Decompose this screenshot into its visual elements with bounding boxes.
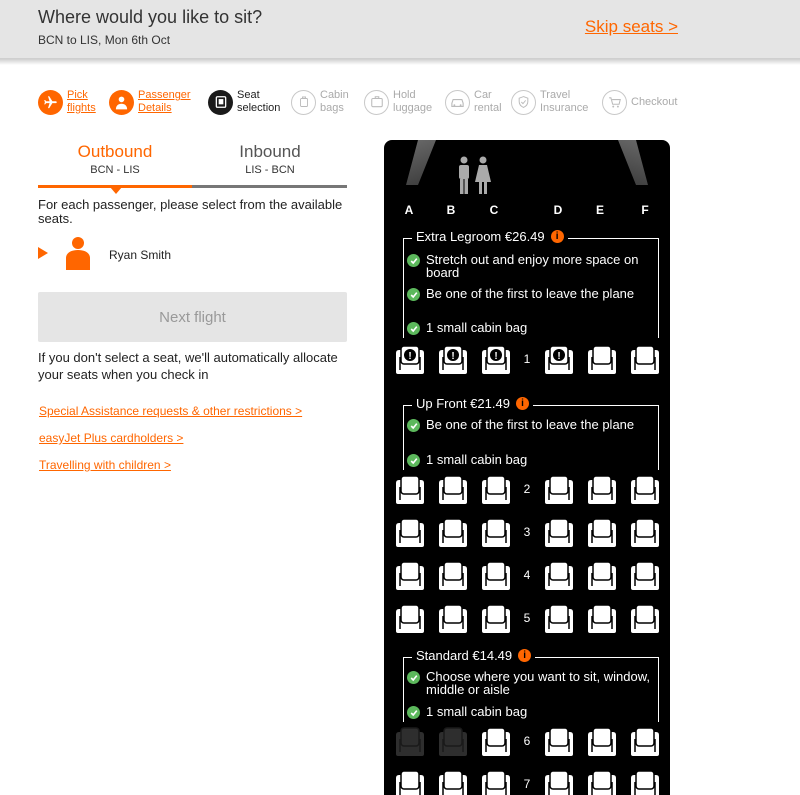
seat-icon xyxy=(480,770,512,795)
check-icon xyxy=(407,288,420,301)
row-number: 3 xyxy=(523,525,531,539)
zone-feature xyxy=(407,453,651,467)
seat-7B[interactable] xyxy=(437,770,469,795)
seat-icon xyxy=(629,604,661,634)
seat-icon xyxy=(480,475,512,505)
seat-1B[interactable] xyxy=(437,345,469,375)
seat-4F[interactable] xyxy=(629,561,661,591)
row-number: 4 xyxy=(523,568,531,582)
flight-route-date: BCN to LIS, Mon 6th Oct xyxy=(38,33,171,47)
seat-6E[interactable] xyxy=(586,727,618,757)
step-passenger-details[interactable] xyxy=(109,86,191,118)
zone-title xyxy=(412,229,568,244)
step-pick-flights[interactable] xyxy=(38,86,96,118)
seat-icon xyxy=(629,475,661,505)
seat-icon xyxy=(543,604,575,634)
zone-feature-text: 1 small cabin bag xyxy=(426,452,528,467)
seat-1F[interactable] xyxy=(629,345,661,375)
zone-feature-text: Choose where you want to sit, window, middle or aisle xyxy=(426,669,651,697)
seat-map xyxy=(384,140,670,795)
seat-2B[interactable] xyxy=(437,475,469,505)
plane-icon xyxy=(38,90,63,115)
seat-icon xyxy=(437,561,469,591)
seat-icon xyxy=(394,770,426,795)
seat-icon xyxy=(208,90,233,115)
seat-icon xyxy=(586,475,618,505)
seat-3A[interactable] xyxy=(394,518,426,548)
seat-icon xyxy=(543,475,575,505)
seat-1D[interactable] xyxy=(543,345,575,375)
shield-icon xyxy=(511,90,536,115)
row-number: 6 xyxy=(523,734,531,748)
column-letter: A xyxy=(404,203,414,217)
seat-icon xyxy=(543,727,575,757)
seat-icon xyxy=(629,561,661,591)
seat-5A[interactable] xyxy=(394,604,426,634)
skip-seats-link[interactable]: Skip seats > xyxy=(584,17,678,36)
info-icon[interactable]: i xyxy=(551,230,564,243)
check-icon xyxy=(407,706,420,719)
seat-icon xyxy=(394,561,426,591)
tab-route: BCN - LIS xyxy=(90,164,140,176)
zone-name: Up Front €21.49 xyxy=(416,396,510,411)
passenger-row[interactable] xyxy=(38,236,343,270)
seat-icon xyxy=(629,770,661,795)
seat-2A[interactable] xyxy=(394,475,426,505)
zone-name: Extra Legroom €26.49 xyxy=(416,229,545,244)
cockpit-window-left xyxy=(406,140,436,185)
tab-inactive-indicator xyxy=(192,185,347,188)
page-header xyxy=(0,0,800,59)
tab-inbound[interactable] xyxy=(193,140,347,190)
zone-feature xyxy=(407,418,651,432)
current-passenger-arrow xyxy=(38,247,48,259)
person-icon xyxy=(109,90,134,115)
zone-feature xyxy=(407,705,651,719)
auto-allocate-note: If you don't select a seat, we'll automatically allocate your seats when you check in xyxy=(38,350,338,382)
step-label: Checkout xyxy=(631,95,678,108)
seat-icon xyxy=(394,727,426,757)
row-number: 1 xyxy=(523,352,531,366)
zone-feature-text: Stretch out and enjoy more space on board xyxy=(426,252,639,280)
zone-standard xyxy=(403,648,659,722)
step-checkout xyxy=(602,86,677,118)
seat-icon xyxy=(586,345,618,375)
step-label: Cabin bags xyxy=(320,89,349,114)
seat-3F[interactable] xyxy=(629,518,661,548)
easyjet-plus-link[interactable]: easyJet Plus cardholders > xyxy=(39,431,184,445)
column-letter: F xyxy=(641,203,649,217)
seat-icon xyxy=(586,727,618,757)
seat-icon xyxy=(437,604,469,634)
tab-active-arrow xyxy=(110,187,122,194)
step-cabin-bags xyxy=(291,86,349,118)
seat-warning-icon xyxy=(394,345,426,375)
zone-feature xyxy=(407,253,651,279)
seat-2E[interactable] xyxy=(586,475,618,505)
flight-tabs xyxy=(38,140,347,190)
step-travel-insurance xyxy=(511,86,588,118)
seat-2D[interactable] xyxy=(543,475,575,505)
seat-instructions: For each passenger, please select from the available seats. xyxy=(38,197,343,226)
seat-icon xyxy=(480,561,512,591)
seat-icon xyxy=(437,770,469,795)
seat-icon xyxy=(437,518,469,548)
seat-icon xyxy=(586,770,618,795)
seat-icon xyxy=(543,770,575,795)
step-label: Pick flights xyxy=(67,89,96,114)
seat-icon xyxy=(543,518,575,548)
column-letter: E xyxy=(595,203,604,217)
svg-text:!: ! xyxy=(557,351,561,362)
row-number: 2 xyxy=(523,482,531,496)
seat-3D[interactable] xyxy=(543,518,575,548)
svg-text:!: ! xyxy=(451,351,455,362)
seat-icon xyxy=(437,727,469,757)
tab-route: LIS - BCN xyxy=(245,164,295,176)
svg-text:!: ! xyxy=(494,351,498,362)
seat-6A xyxy=(394,727,426,757)
check-icon xyxy=(407,254,420,267)
seat-icon xyxy=(480,604,512,634)
seat-5C[interactable] xyxy=(480,604,512,634)
seat-7E[interactable] xyxy=(586,770,618,795)
zone-feature xyxy=(407,321,651,335)
step-label: Hold luggage xyxy=(393,89,433,114)
zone-feature xyxy=(407,670,651,696)
info-icon[interactable]: i xyxy=(516,397,529,410)
seat-6C[interactable] xyxy=(480,727,512,757)
svg-text:!: ! xyxy=(408,351,412,362)
seat-icon xyxy=(394,475,426,505)
next-flight-button[interactable]: Next flight xyxy=(38,292,347,342)
tab-outbound[interactable] xyxy=(38,140,192,190)
seat-5B[interactable] xyxy=(437,604,469,634)
check-icon xyxy=(407,322,420,335)
seat-7A[interactable] xyxy=(394,770,426,795)
seat-1C[interactable] xyxy=(480,345,512,375)
column-letter: B xyxy=(446,203,456,217)
page-title: Where would you like to sit? xyxy=(38,7,263,27)
zone-feature-text: Be one of the first to leave the plane xyxy=(426,286,635,301)
car-icon xyxy=(445,90,470,115)
check-icon xyxy=(407,671,420,684)
row-number: 7 xyxy=(523,777,531,791)
step-hold-luggage xyxy=(364,86,432,118)
zone-feature-text: 1 small cabin bag xyxy=(426,704,528,719)
seat-icon xyxy=(437,475,469,505)
seat-6B xyxy=(437,727,469,757)
seat-icon xyxy=(586,561,618,591)
seat-icon xyxy=(394,604,426,634)
seat-7D[interactable] xyxy=(543,770,575,795)
seat-icon xyxy=(480,518,512,548)
seat-7C[interactable] xyxy=(480,770,512,795)
seat-6F[interactable] xyxy=(629,727,661,757)
seat-icon xyxy=(586,518,618,548)
zone-feature xyxy=(407,287,651,301)
seat-3E[interactable] xyxy=(586,518,618,548)
seat-5D[interactable] xyxy=(543,604,575,634)
check-icon xyxy=(407,419,420,432)
tab-label: Inbound xyxy=(239,142,301,161)
seat-2C[interactable] xyxy=(480,475,512,505)
cockpit-window-right xyxy=(618,140,648,185)
column-letter: C xyxy=(489,203,499,217)
step-car-rental xyxy=(445,86,502,118)
seat-icon xyxy=(629,345,661,375)
tab-label: Outbound xyxy=(77,142,153,161)
cabin-bag-icon xyxy=(291,90,316,115)
seat-warning-icon xyxy=(480,345,512,375)
seat-3C[interactable] xyxy=(480,518,512,548)
step-label: Travel Insurance xyxy=(540,89,589,114)
hold-luggage-icon xyxy=(364,90,389,115)
seat-4A[interactable] xyxy=(394,561,426,591)
zone-extra-legroom xyxy=(403,229,659,338)
seat-4B[interactable] xyxy=(437,561,469,591)
step-label: Seat selection xyxy=(237,89,281,114)
seat-7F[interactable] xyxy=(629,770,661,795)
zone-up-front xyxy=(403,396,659,470)
zone-feature-text: Be one of the first to leave the plane xyxy=(426,417,635,432)
seat-icon xyxy=(629,518,661,548)
seat-icon xyxy=(394,518,426,548)
seat-icon xyxy=(586,604,618,634)
travelling-with-children-link[interactable]: Travelling with children > xyxy=(39,458,171,472)
seat-warning-icon xyxy=(543,345,575,375)
step-label: Car rental xyxy=(474,89,502,114)
seat-2F[interactable] xyxy=(629,475,661,505)
step-label: Passenger Details xyxy=(138,89,191,114)
zone-title xyxy=(412,648,535,663)
seat-icon xyxy=(543,561,575,591)
column-letter: D xyxy=(553,203,563,217)
seat-icon xyxy=(480,727,512,757)
seat-4E[interactable] xyxy=(586,561,618,591)
seat-5E[interactable] xyxy=(586,604,618,634)
seat-4C[interactable] xyxy=(480,561,512,591)
seat-3B[interactable] xyxy=(437,518,469,548)
toilet-icon xyxy=(455,156,493,196)
seat-icon xyxy=(629,727,661,757)
seat-6D[interactable] xyxy=(543,727,575,757)
zone-title xyxy=(412,396,533,411)
cart-icon xyxy=(602,90,627,115)
step-seat-selection xyxy=(208,86,280,118)
zone-name: Standard €14.49 xyxy=(416,648,513,663)
special-assistance-link[interactable]: Special Assistance requests & other restrictions > xyxy=(39,404,303,418)
info-icon[interactable]: i xyxy=(518,649,531,662)
seat-5F[interactable] xyxy=(629,604,661,634)
seat-warning-icon xyxy=(437,345,469,375)
seat-4D[interactable] xyxy=(543,561,575,591)
seat-1E[interactable] xyxy=(586,345,618,375)
zone-feature-text: 1 small cabin bag xyxy=(426,320,528,335)
passenger-name: Ryan Smith xyxy=(109,248,172,262)
row-number: 5 xyxy=(523,611,531,625)
passenger-icon xyxy=(63,236,93,270)
check-icon xyxy=(407,454,420,467)
seat-1A[interactable] xyxy=(394,345,426,375)
